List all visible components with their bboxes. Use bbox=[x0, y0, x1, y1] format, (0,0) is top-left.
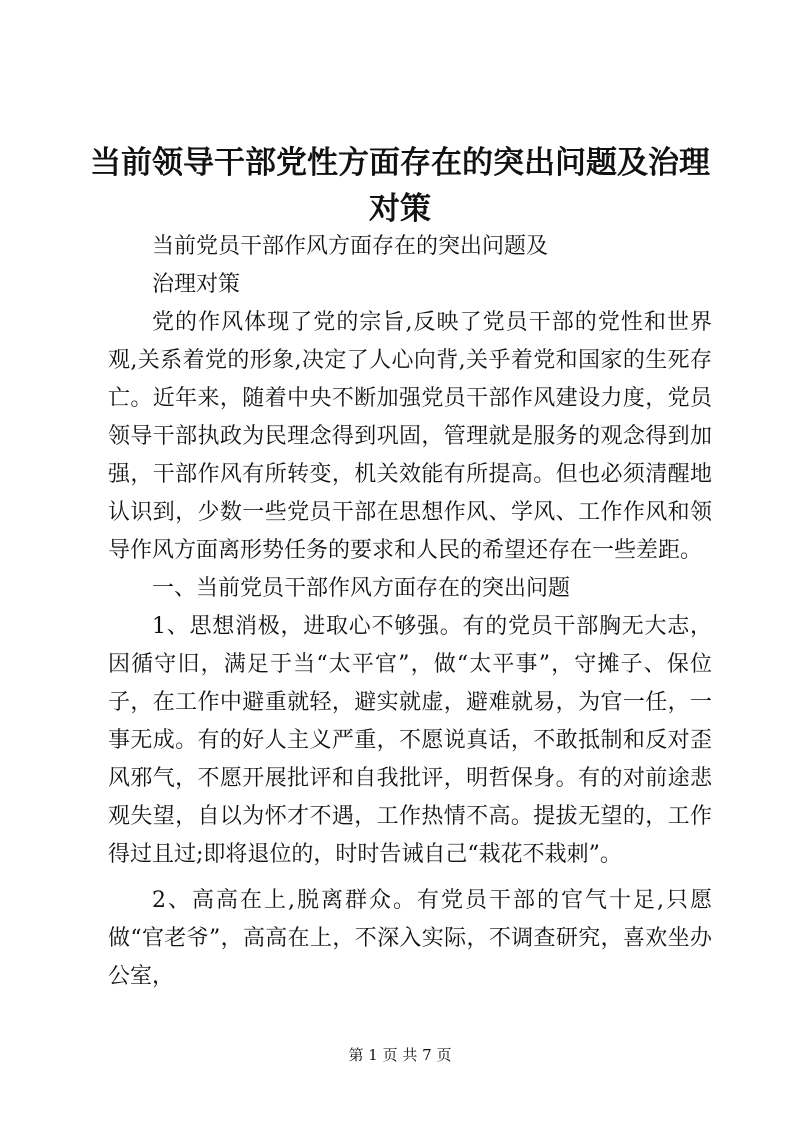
section-heading-problems: 一、当前党员干部作风方面存在的突出问题 bbox=[152, 576, 571, 601]
paragraph-subtitle-line1: 当前党员干部作风方面存在的突出问题及 bbox=[152, 234, 549, 259]
paragraph-intro: 党的作风体现了党的宗旨,反映了党员干部的党性和世界观,关系着党的形象,决定了人心向背,关乎着党和国家的生死存亡。近年来，随着中央不断加强党员干部作风建设力度，党员领导干部执政为民理念得到巩固，管理就是服务的观念得到加强，干部作风有所转变，机关效能有所提高。但也必须清醒地认识到，少数一些党员干部在思想作风、学风、工作作风和领导作风方面离形势任务的要求和人民的希望还存在一些差距。 bbox=[108, 310, 712, 563]
page-number-footer: 第 1 页 共 7 页 bbox=[348, 1046, 452, 1064]
paragraph-point-2: 2、高高在上,脱离群众。有党员干部的官气十足,只愿做“官老爷”，高高在上，不深入实际，不调查研究，喜欢坐办公室， bbox=[108, 888, 712, 989]
document-body bbox=[108, 228, 712, 996]
document-title: 当前领导干部党性方面存在的突出问题及治理对策 bbox=[90, 145, 710, 227]
paragraph-subtitle-line2: 治理对策 bbox=[152, 272, 241, 297]
paragraph-point-1: 1、思想消极，进取心不够强。有的党员干部胸无大志，因循守旧，满足于当“太平官”，做“太平事”，守摊子、保位子，在工作中避重就轻，避实就虚，避难就易，为官一任，一事无成。有的好人主义严重，不愿说真话，不敢抵制和反对歪风邪气，不愿开展批评和自我批评，明哲保身。有的对前途悲观失望，自以为怀才不遇，工作热情不高。提拔无望的，工作得过且过;即将退位的，时时告诫自己“栽花不栽刺”。 bbox=[108, 614, 712, 867]
